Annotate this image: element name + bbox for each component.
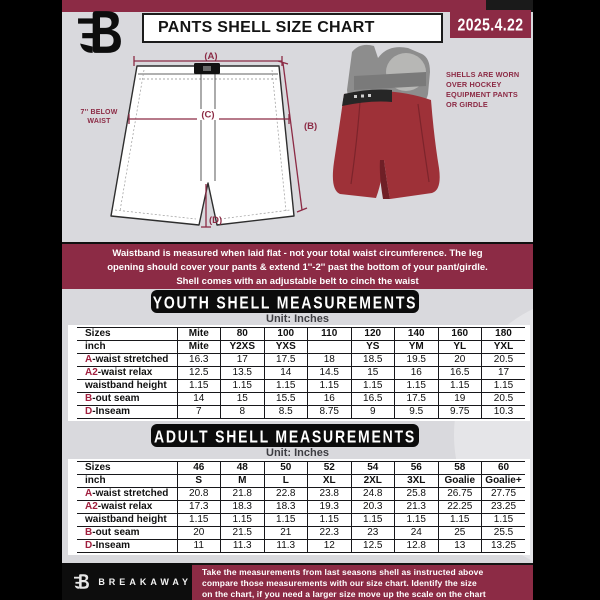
table-cell	[308, 341, 352, 354]
table-cell: 16.5	[351, 393, 395, 406]
table-cell: 11	[177, 540, 221, 553]
row-label: inch	[77, 341, 177, 354]
table-cell: 27.75	[482, 488, 526, 501]
table-cell: 46	[177, 462, 221, 475]
table-cell: 19	[438, 393, 482, 406]
table-cell: 21.3	[395, 501, 439, 514]
text-line: Waistband is measured when laid flat - not your total waist circumference. The leg	[112, 248, 483, 259]
photo-caption	[446, 70, 522, 110]
table-cell: 17.3	[177, 501, 221, 514]
table-cell: 15.5	[264, 393, 308, 406]
table-cell: 20.5	[482, 354, 526, 367]
adult-banner-label: ADULT SHELL MEASUREMENTS	[153, 425, 417, 446]
table-cell: 20	[438, 354, 482, 367]
table-cell: 160	[438, 328, 482, 341]
table-cell: L	[264, 475, 308, 488]
table-row	[77, 527, 525, 540]
text-line: SHELLS ARE WORN	[446, 70, 520, 79]
footer-instructions	[192, 563, 533, 600]
table-cell: 23.25	[482, 501, 526, 514]
table-cell: 1.15	[482, 380, 526, 393]
table-cell: 16	[395, 367, 439, 380]
pants-measurement-diagram	[102, 50, 327, 230]
table-cell: 14	[177, 393, 221, 406]
youth-unit-label: Unit: Inches	[266, 313, 329, 325]
flyer-content	[62, 0, 533, 600]
table-cell: 22.8	[264, 488, 308, 501]
table-cell: 56	[395, 462, 439, 475]
table-cell: 11.3	[264, 540, 308, 553]
table-cell: 12	[308, 540, 352, 553]
table-cell: 25	[438, 527, 482, 540]
table-cell: Y2XS	[221, 341, 265, 354]
table-cell: Mite	[177, 341, 221, 354]
text-line: EQUIPMENT PANTS	[446, 90, 518, 99]
table-cell: 20.8	[177, 488, 221, 501]
table-cell: 1.15	[177, 380, 221, 393]
table-row	[77, 540, 525, 553]
row-label: waistband height	[77, 514, 177, 527]
table-cell: S	[177, 475, 221, 488]
youth-banner-label: YOUTH SHELL MEASUREMENTS	[152, 291, 418, 312]
table-cell: 12.8	[395, 540, 439, 553]
table-cell: 20.3	[351, 501, 395, 514]
table-cell: 25.5	[482, 527, 526, 540]
table-cell: 180	[482, 328, 526, 341]
table-cell: 8.75	[308, 406, 352, 419]
table-cell: 14.5	[308, 367, 352, 380]
row-label: B-out seam	[77, 527, 177, 540]
table-cell: 1.15	[438, 514, 482, 527]
table-cell: 16	[308, 393, 352, 406]
adult-banner	[151, 424, 419, 447]
table-cell: 22.25	[438, 501, 482, 514]
table-cell: 24	[395, 527, 439, 540]
table-cell: 1.15	[395, 514, 439, 527]
table-cell: 16.5	[438, 367, 482, 380]
table-cell: 24.8	[351, 488, 395, 501]
table-cell: YXL	[482, 341, 526, 354]
table-cell: 50	[264, 462, 308, 475]
table-cell: M	[221, 475, 265, 488]
row-label: A-waist stretched	[77, 354, 177, 367]
label-A: (A)	[204, 51, 218, 62]
table-cell: YS	[351, 341, 395, 354]
table-cell: 1.15	[351, 514, 395, 527]
table-cell: 1.15	[177, 514, 221, 527]
table-cell: 19.3	[308, 501, 352, 514]
page-title: PANTS SHELL SIZE CHART	[158, 19, 375, 36]
row-label: A-waist stretched	[77, 488, 177, 501]
table-cell: 60	[482, 462, 526, 475]
adult-table	[77, 461, 525, 553]
text-line: OR GIRDLE	[446, 100, 488, 109]
table-row	[77, 367, 525, 380]
table-cell: 13.5	[221, 367, 265, 380]
table-cell: 15	[351, 367, 395, 380]
table-cell: 120	[351, 328, 395, 341]
table-row	[77, 393, 525, 406]
table-cell: 9.5	[395, 406, 439, 419]
shorts-outline	[111, 66, 294, 225]
table-cell: 23	[351, 527, 395, 540]
table-cell: 1.15	[482, 514, 526, 527]
row-label: D-Inseam	[77, 540, 177, 553]
brand-name: BREAKAWAY	[98, 576, 192, 587]
table-cell: 8.5	[264, 406, 308, 419]
table-cell: 140	[395, 328, 439, 341]
table-cell: 26.75	[438, 488, 482, 501]
table-cell: 8	[221, 406, 265, 419]
table-cell: 21.8	[221, 488, 265, 501]
table-cell: 1.15	[264, 514, 308, 527]
row-label: Sizes	[77, 328, 177, 341]
table-cell: 1.15	[395, 380, 439, 393]
table-cell: 18.3	[264, 501, 308, 514]
text-line: WAIST	[87, 118, 111, 125]
info-band	[62, 242, 533, 289]
text-line: OVER HOCKEY	[446, 80, 502, 89]
top-maroon-strip	[62, 0, 486, 12]
table-cell: 12.5	[351, 540, 395, 553]
table-cell: 17	[221, 354, 265, 367]
label-C: (C)	[201, 109, 215, 121]
row-label: D-Inseam	[77, 406, 177, 419]
table-cell: 48	[221, 462, 265, 475]
table-cell: 10.3	[482, 406, 526, 419]
table-cell: 1.15	[308, 380, 352, 393]
text-line: 7'' BELOW	[80, 109, 118, 116]
row-label: waistband height	[77, 380, 177, 393]
youth-table-panel	[68, 325, 530, 421]
table-row	[77, 406, 525, 419]
adult-table-panel	[68, 459, 530, 555]
row-label: A2-waist relax	[77, 367, 177, 380]
table-cell: 12.5	[177, 367, 221, 380]
table-row	[77, 514, 525, 527]
table-cell: 110	[308, 328, 352, 341]
table-cell: 54	[351, 462, 395, 475]
label-D: (D)	[209, 215, 223, 226]
table-cell: 9.75	[438, 406, 482, 419]
text-line: Shell comes with an adjustable belt to cinch the waist	[176, 276, 419, 287]
table-cell: 1.15	[308, 514, 352, 527]
youth-table	[77, 327, 525, 419]
table-cell: Goalie+	[482, 475, 526, 488]
table-row	[77, 354, 525, 367]
breakaway-logo-icon	[76, 9, 124, 55]
table-cell: 22.3	[308, 527, 352, 540]
table-cell: YL	[438, 341, 482, 354]
table-cell: 13	[438, 540, 482, 553]
table-cell: 2XL	[351, 475, 395, 488]
table-cell: YXS	[264, 341, 308, 354]
text-line: compare those measurements with our size chart. Identify the size	[202, 578, 477, 588]
footer-brand-box	[62, 563, 192, 600]
table-row	[77, 501, 525, 514]
row-label: inch	[77, 475, 177, 488]
breakaway-logo-icon-small	[74, 570, 89, 593]
adult-unit-label: Unit: Inches	[266, 447, 329, 459]
table-cell: 23.8	[308, 488, 352, 501]
table-row	[77, 462, 525, 475]
row-label: A2-waist relax	[77, 501, 177, 514]
table-cell: YM	[395, 341, 439, 354]
table-cell: 15	[221, 393, 265, 406]
table-cell: 1.15	[438, 380, 482, 393]
table-cell: 14	[264, 367, 308, 380]
table-cell: 17	[482, 367, 526, 380]
table-cell: 3XL	[395, 475, 439, 488]
text-line: on the chart, if you need a larger size move up the scale on the chart	[202, 589, 486, 599]
table-row	[77, 328, 525, 341]
waist-note	[72, 108, 126, 126]
row-label: B-out seam	[77, 393, 177, 406]
table-cell: 1.15	[221, 514, 265, 527]
text-line: opening should cover your pants & extend 1''-2'' past the bottom of your pant/girdle.	[107, 262, 488, 273]
table-cell: 1.15	[264, 380, 308, 393]
table-cell: 58	[438, 462, 482, 475]
table-cell: 1.15	[351, 380, 395, 393]
table-cell: 20	[177, 527, 221, 540]
table-row	[77, 341, 525, 354]
table-cell: 7	[177, 406, 221, 419]
date-text: 2025.4.22	[457, 14, 524, 34]
date-badge	[450, 10, 531, 38]
table-cell: 19.5	[395, 354, 439, 367]
table-cell: 21	[264, 527, 308, 540]
table-cell: 52	[308, 462, 352, 475]
text-line: Take the measurements from last seasons shell as instructed above	[202, 567, 484, 577]
table-cell: 80	[221, 328, 265, 341]
table-row	[77, 488, 525, 501]
table-cell: Mite	[177, 328, 221, 341]
youth-banner	[151, 290, 419, 313]
table-cell: 21.5	[221, 527, 265, 540]
page-title-box	[142, 13, 443, 43]
table-cell: 9	[351, 406, 395, 419]
shell-photo	[330, 42, 450, 230]
row-label: Sizes	[77, 462, 177, 475]
table-cell: 20.5	[482, 393, 526, 406]
table-cell: 16.3	[177, 354, 221, 367]
table-cell: 17.5	[395, 393, 439, 406]
table-cell: 25.8	[395, 488, 439, 501]
table-row	[77, 380, 525, 393]
table-cell: 18.5	[351, 354, 395, 367]
table-cell: 17.5	[264, 354, 308, 367]
table-cell: 100	[264, 328, 308, 341]
table-cell: 1.15	[221, 380, 265, 393]
table-cell: 18.3	[221, 501, 265, 514]
table-cell: Goalie	[438, 475, 482, 488]
table-row	[77, 475, 525, 488]
table-cell: XL	[308, 475, 352, 488]
table-cell: 18	[308, 354, 352, 367]
label-B: (B)	[304, 121, 318, 132]
table-cell: 11.3	[221, 540, 265, 553]
table-cell: 13.25	[482, 540, 526, 553]
